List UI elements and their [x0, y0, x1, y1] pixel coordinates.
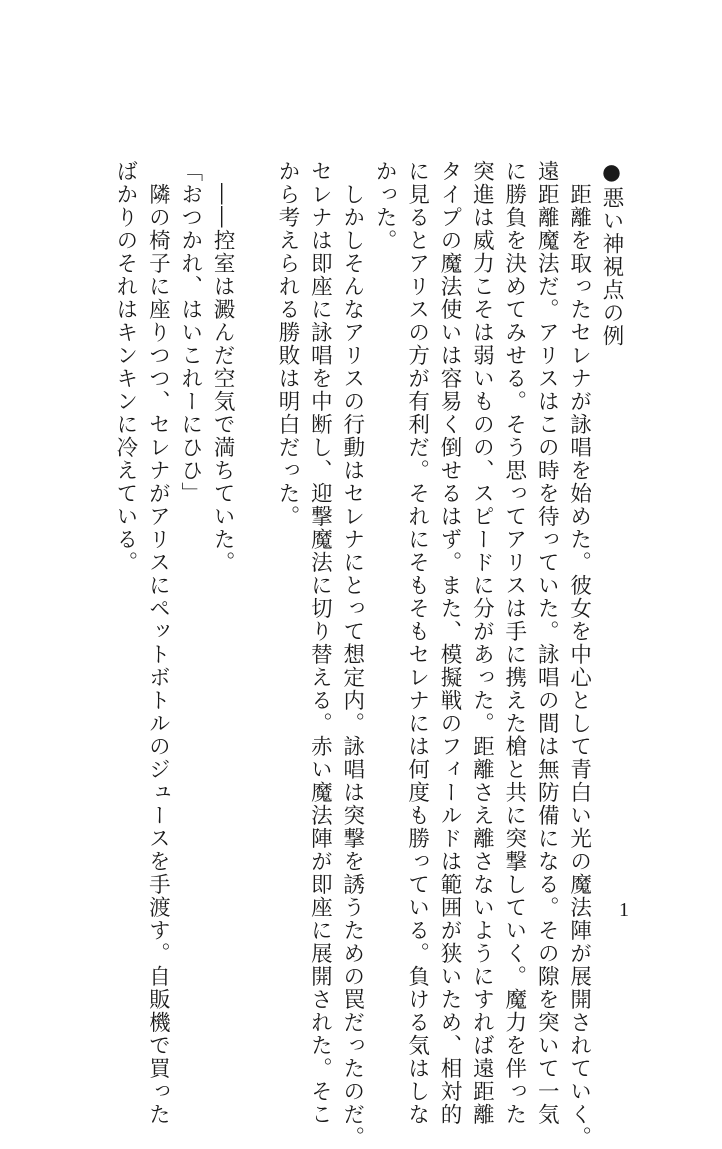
text-line: しかしそんなアリスの行動はセレナにとって想定内。詠唱は突撃を誘うための罠だったのだ。 — [339, 160, 365, 1149]
vertical-text-body — [109, 160, 627, 1149]
text-line: 距離を取ったセレナが詠唱を始めた。彼女を中心として青白い光の魔法陣が展開されていく。 — [566, 160, 592, 1149]
text-line: ばかりのそれはキンキンに冷えている。 — [112, 160, 138, 574]
text-line: ――控室は澱んだ空気で満ちていた。 — [210, 160, 236, 574]
page-number: 1 — [619, 899, 629, 921]
section-heading: ●悪い神視点の例 — [599, 160, 624, 348]
text-line: 遠距離魔法だ。アリスはこの時を待っていた。詠唱の間は無防備になる。その隙を突いて一気 — [534, 160, 560, 1126]
text-line: に勝負を決めてみせる。そう思ってアリスは手に携えた槍と共に突撃していく。魔力を伴った — [501, 160, 527, 1126]
text-line: かった。 — [372, 160, 398, 252]
text-line: に見るとアリスの方が有利だ。それにそもそもセレナには何度も勝っている。負ける気はしな — [404, 160, 430, 1126]
text-line: 隣の椅子に座りつつ、セレナがアリスにペットボトルのジュースを手渡す。自販機で買った — [145, 160, 171, 1126]
paragraph-break — [238, 160, 270, 880]
text-line: タイプの魔法使いは容易く倒せるはず。また、模擬戦のフィールドは範囲が狭いため、相対的 — [436, 160, 462, 1126]
text-line: 突進は威力こそは弱いものの、スピードに分があった。距離さえ離さないようにすれば遠距離 — [469, 160, 495, 1126]
text-line: セレナは即座に詠唱を中断し、迎撃魔法に切り替える。赤い魔法陣が即座に展開された。そこ — [307, 160, 333, 1126]
text-line: 「おつかれ、はいこれーにひひ」 — [177, 160, 203, 505]
text-line: から考えられる勝敗は明白だった。 — [274, 160, 300, 528]
